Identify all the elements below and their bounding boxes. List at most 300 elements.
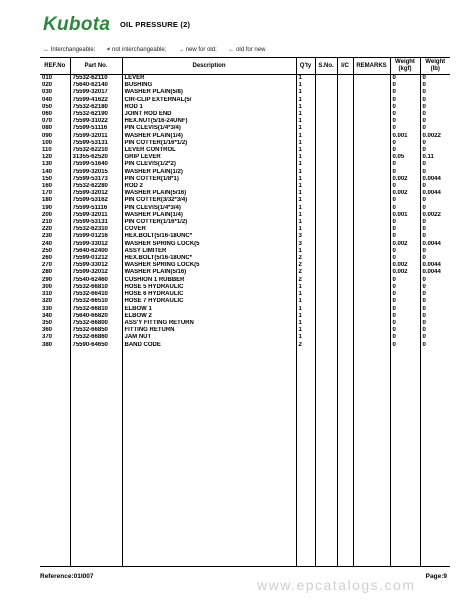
cell-qty: 1 [296,197,315,204]
cell-ref-no: 230 [42,233,53,240]
cell-serial-no [315,262,337,269]
cell-weight-lb: 0 [420,291,450,298]
cell-qty: 1 [296,75,315,83]
cell-remarks [353,190,390,197]
cell-weight-lb: 0 [420,183,450,190]
cell-serial-no [315,248,337,255]
empty-cell [315,349,337,567]
cell-serial-no [315,313,337,320]
cell-qty: 1 [296,147,315,154]
cell-weight-lb: 0 [420,277,450,284]
cell-description: PIN CLEVIS(1/4*3/4) [122,125,296,132]
table-row [40,306,450,313]
cell-remarks [353,342,390,349]
cell-weight-lb: 0 [420,255,450,262]
cell-ic [337,262,353,269]
cell-ic [337,104,353,111]
legend [43,47,275,53]
cell-ic [337,125,353,132]
cell-ref-no: 160 [42,183,53,190]
cell-weight-kgf: 0.001 [390,212,420,219]
table-row [40,248,450,255]
cell-description: BUSHING [122,82,296,89]
cell-qty: 1 [296,89,315,96]
cell-weight-kgf: 0 [390,97,420,104]
cell-serial-no [315,291,337,298]
cell-part-no: 75599-33012 [70,241,122,248]
cell-weight-kgf: 0 [390,75,420,83]
cell-description: WASHER PLAIN(5/16) [122,269,296,276]
cell-description: WASHER PLAIN(5/8) [122,89,296,96]
cell-weight-lb: 0.0044 [420,241,450,248]
cell-weight-lb: 0 [420,97,450,104]
cell-weight-kgf: 0 [390,82,420,89]
cell-weight-lb: 0 [420,233,450,240]
cell-serial-no [315,255,337,262]
cell-serial-no [315,298,337,305]
cell-qty: 1 [296,133,315,140]
cell-serial-no [315,277,337,284]
cell-weight-kgf: 0 [390,284,420,291]
page-number: Page:9 [425,573,447,580]
cell-ic [337,248,353,255]
cell-part-no: 75599-32015 [70,169,122,176]
cell-ref-no: 110 [42,147,52,154]
table-row [40,133,450,140]
table-row [40,197,450,204]
cell-serial-no [315,111,337,118]
cell-description: WASHER PLAIN(1/4) [122,133,296,140]
cell-ref-no: 340 [42,312,53,319]
cell-remarks [353,233,390,240]
cell-weight-kgf: 0 [390,147,420,154]
cell-serial-no [315,327,337,334]
cell-description: HOSE 7 HYDRAULIC [122,298,296,305]
cell-ic [337,190,353,197]
cell-weight-lb: 0 [420,320,450,327]
cell-part-no: 75532-62210 [70,147,122,154]
cell-ic [337,269,353,276]
cell-description: ELBOW 2 [122,313,296,320]
col-header-ic: I/C [337,58,353,75]
cell-remarks [353,183,390,190]
empty-cell [390,349,420,567]
cell-weight-kgf: 0 [390,161,420,168]
empty-cell [70,349,122,567]
cell-ref-no: 290 [42,276,53,283]
cell-weight-kgf: 0 [390,197,420,204]
cell-serial-no [315,226,337,233]
table-row [40,219,450,226]
cell-ref-no: 080 [42,125,53,132]
cell-description: CUSHION 1 RUBBER [122,277,296,284]
cell-ic [337,111,353,118]
cell-part-no: 75540-62460 [70,277,122,284]
cell-part-no: 75599-32012 [70,269,122,276]
cell-part-no: 75532-62190 [70,111,122,118]
cell-serial-no [315,241,337,248]
table-filler-row [40,349,450,567]
cell-part-no: 75532-66860 [70,334,122,341]
cell-remarks [353,154,390,161]
cell-description: HEX.BOLT(5/16-18UNC* [122,233,296,240]
table-row [40,118,450,125]
cell-description: PIN COTTER(1/16*1/2) [122,219,296,226]
cell-ic [337,197,353,204]
cell-ref-no: 320 [42,298,53,305]
cell-qty: 1 [296,320,315,327]
cell-weight-lb: 0 [420,147,450,154]
cell-part-no: 75532-62280 [70,183,122,190]
cell-remarks [353,327,390,334]
cell-qty: 1 [296,248,315,255]
cell-serial-no [315,269,337,276]
cell-ic [337,82,353,89]
cell-weight-kgf: 0.002 [390,241,420,248]
empty-cell [337,349,353,567]
cell-ref-no: 030 [42,89,53,96]
cell-ref-no: 370 [42,334,53,341]
cell-weight-lb: 0 [420,104,450,111]
cell-serial-no [315,233,337,240]
cell-ref-no: 190 [42,204,53,211]
empty-cell [296,349,315,567]
cell-weight-lb: 0 [420,342,450,349]
cell-serial-no [315,176,337,183]
cell-ic [337,133,353,140]
cell-description: PIN COTTER(1/16*1/2) [122,140,296,147]
cell-serial-no [315,82,337,89]
cell-part-no: 75599-53162 [70,197,122,204]
col-header-weight-kgf: Weight (kgf) [390,58,420,75]
cell-weight-lb: 0 [420,284,450,291]
cell-weight-lb: 0.0044 [420,176,450,183]
cell-ic [337,212,353,219]
cell-description: COVER [122,226,296,233]
cell-serial-no [315,205,337,212]
table-row [40,205,450,212]
cell-ref-no: 220 [42,226,53,233]
cell-ic [337,255,353,262]
cell-ref-no: 360 [42,327,53,334]
cell-serial-no [315,183,337,190]
cell-description: HOSE 5 HYDRAULIC [122,284,296,291]
cell-serial-no [315,306,337,313]
kubota-logo: Kubota [43,14,111,35]
cell-ref-no: 090 [42,132,53,139]
cell-part-no: 75599-33012 [70,262,122,269]
cell-qty: 1 [296,169,315,176]
cell-qty: 1 [296,190,315,197]
cell-ref-no: 130 [42,161,53,168]
cell-part-no: 75599-53131 [70,140,122,147]
cell-remarks [353,118,390,125]
cell-part-no: 31355-62520 [70,154,122,161]
empty-cell [122,349,296,567]
cell-remarks [353,320,390,327]
cell-weight-kgf: 0 [390,334,420,341]
cell-qty: 1 [296,291,315,298]
cell-description: PIN CLEVIS(1/2*2) [122,161,296,168]
cell-ic [337,147,353,154]
cell-part-no: 75599-51116 [70,205,122,212]
cell-part-no: 75599-01216 [70,233,122,240]
col-header-weight-lb: Weight (lb) [420,58,450,75]
cell-description: FITTING RETURN [122,327,296,334]
empty-cell [353,349,390,567]
cell-ic [337,284,353,291]
cell-qty: 2 [296,342,315,349]
table-row [40,154,450,161]
col-header-remarks: REMARKS [353,58,390,75]
cell-weight-lb: 0 [420,197,450,204]
cell-qty: 1 [296,327,315,334]
cell-qty: 1 [296,82,315,89]
cell-ic [337,241,353,248]
cell-remarks [353,125,390,132]
cell-serial-no [315,97,337,104]
cell-serial-no [315,219,337,226]
cell-ic [337,176,353,183]
cell-serial-no [315,212,337,219]
cell-ref-no: 350 [42,319,53,326]
watermark: www.epcatalogs.com [257,577,416,593]
table-row [40,241,450,248]
cell-weight-lb: 0 [420,161,450,168]
table-row [40,176,450,183]
cell-serial-no [315,125,337,132]
cell-description: BAND CODE [122,342,296,349]
cell-description: GRIP LEVER [122,154,296,161]
table-row [40,233,450,240]
cell-weight-kgf: 0 [390,125,420,132]
cell-description: HOSE 6 HYDRAULIC [122,291,296,298]
cell-description: PIN COTTER(1/8*1) [122,176,296,183]
cell-description: PIN COTTER(3/32*3/4) [122,197,296,204]
cell-ic [337,291,353,298]
cell-weight-kgf: 0 [390,226,420,233]
table-row [40,298,450,305]
cell-description: ELBOW 1 [122,306,296,313]
cell-qty: 1 [296,125,315,132]
cell-weight-lb: 0 [420,298,450,305]
table-header-row [40,58,450,75]
cell-remarks [353,197,390,204]
cell-part-no: 75599-53131 [70,219,122,226]
cell-ic [337,277,353,284]
cell-weight-lb: 0 [420,89,450,96]
cell-ref-no: 180 [42,197,53,204]
cell-weight-lb: 0.0022 [420,133,450,140]
cell-ic [337,205,353,212]
cell-remarks [353,176,390,183]
legend-item: ↔ Interchangeable; [43,47,96,53]
cell-part-no: 75599-32012 [70,190,122,197]
cell-description: WASHER PLAIN(1/4) [122,212,296,219]
cell-weight-lb: 0 [420,75,450,83]
table-row [40,320,450,327]
cell-part-no: 75640-62400 [70,248,122,255]
table-row [40,140,450,147]
cell-qty: 1 [296,97,315,104]
cell-part-no: 75640-66820 [70,313,122,320]
col-header-sno: S.No. [315,58,337,75]
cell-remarks [353,306,390,313]
cell-weight-kgf: 0 [390,277,420,284]
cell-weight-lb: 0 [420,125,450,132]
table-row [40,89,450,96]
parts-table-body [40,75,450,567]
cell-weight-lb: 0 [420,82,450,89]
cell-weight-kgf: 0 [390,104,420,111]
col-header-qty: Q'ty [296,58,315,75]
cell-description: PIN CLEVIS(1/4*3/4) [122,205,296,212]
parts-table [40,57,450,567]
cell-qty: 2 [296,277,315,284]
cell-qty: 2 [296,262,315,269]
cell-weight-kgf: 0.001 [390,133,420,140]
cell-weight-lb: 0 [420,118,450,125]
cell-weight-lb: 0.0022 [420,212,450,219]
cell-qty: 1 [296,205,315,212]
cell-ic [337,334,353,341]
cell-weight-lb: 0.11 [420,154,450,161]
cell-part-no: 75599-32011 [70,133,122,140]
cell-ref-no: 060 [42,111,53,118]
table-row [40,161,450,168]
cell-qty: 1 [296,140,315,147]
cell-ref-no: 120 [42,154,53,161]
cell-serial-no [315,342,337,349]
cell-qty: 1 [296,284,315,291]
table-row [40,190,450,197]
cell-ref-no: 240 [42,240,53,247]
cell-ref-no: 270 [42,262,53,269]
cell-remarks [353,298,390,305]
cell-weight-kgf: 0 [390,248,420,255]
cell-weight-kgf: 0 [390,118,420,125]
cell-ref-no: 200 [42,211,53,218]
cell-description: JAM NUT [122,334,296,341]
table-row [40,342,450,349]
cell-part-no: 75590-64650 [70,342,122,349]
cell-ic [337,154,353,161]
cell-remarks [353,89,390,96]
cell-remarks [353,169,390,176]
cell-remarks [353,262,390,269]
cell-part-no: 75599-53173 [70,176,122,183]
cell-weight-kgf: 0 [390,233,420,240]
cell-weight-kgf: 0 [390,111,420,118]
cell-part-no: 75532-62180 [70,104,122,111]
cell-description: HEX.NUT(5/16-24UNF) [122,118,296,125]
cell-weight-kgf: 0 [390,342,420,349]
cell-ref-no: 150 [42,175,53,182]
page-title: OIL PRESSURE (2) [120,20,191,29]
cell-qty: 2 [296,255,315,262]
legend-item: ← old for new [228,47,266,53]
cell-qty: 1 [296,161,315,168]
cell-remarks [353,104,390,111]
table-row [40,313,450,320]
cell-ref-no: 380 [42,341,53,348]
cell-remarks [353,75,390,83]
cell-description: LEVER CONTROL [122,147,296,154]
cell-ic [337,161,353,168]
cell-part-no: 75532-66810 [70,284,122,291]
cell-qty: 1 [296,334,315,341]
cell-qty: 1 [296,306,315,313]
cell-remarks [353,226,390,233]
cell-weight-lb: 0 [420,111,450,118]
col-header-part-no: Part No. [70,58,122,75]
cell-ref-no: 140 [42,168,53,175]
cell-qty: 3 [296,241,315,248]
cell-weight-kgf: 0 [390,169,420,176]
cell-serial-no [315,197,337,204]
cell-ref-no: 280 [42,269,53,276]
cell-weight-lb: 0 [420,306,450,313]
cell-ref-no: 020 [42,82,53,89]
cell-remarks [353,334,390,341]
cell-part-no: 75532-62110 [70,75,122,83]
cell-qty: 1 [296,111,315,118]
cell-remarks [353,212,390,219]
cell-weight-kgf: 0.002 [390,190,420,197]
cell-part-no: 75599-51640 [70,161,122,168]
cell-remarks [353,248,390,255]
table-row [40,255,450,262]
cell-part-no: 75599-01212 [70,255,122,262]
cell-description: WASHER PLAIN(5/16) [122,190,296,197]
cell-remarks [353,111,390,118]
cell-description: ASSY LIMITER [122,248,296,255]
cell-ic [337,306,353,313]
cell-weight-lb: 0.0044 [420,190,450,197]
cell-serial-no [315,284,337,291]
cell-ic [337,169,353,176]
table-row [40,327,450,334]
cell-weight-lb: 0 [420,169,450,176]
cell-remarks [353,97,390,104]
cell-part-no: 75532-62310 [70,226,122,233]
cell-remarks [353,82,390,89]
cell-weight-kgf: 0 [390,291,420,298]
cell-qty: 1 [296,219,315,226]
cell-ic [337,183,353,190]
cell-remarks [353,277,390,284]
table-row [40,169,450,176]
cell-part-no: 75532-66810 [70,306,122,313]
cell-ic [337,219,353,226]
cell-qty: 1 [296,313,315,320]
table-row [40,284,450,291]
cell-weight-kgf: 0 [390,306,420,313]
cell-ic [337,118,353,125]
cell-remarks [353,255,390,262]
cell-description: ROD 2 [122,183,296,190]
cell-remarks [353,219,390,226]
cell-part-no: 75640-62140 [70,82,122,89]
cell-description: ASS'Y FITTING RETURN [122,320,296,327]
cell-weight-kgf: 0 [390,89,420,96]
cell-part-no: 75599-31022 [70,118,122,125]
cell-weight-lb: 0 [420,327,450,334]
cell-weight-lb: 0 [420,226,450,233]
cell-serial-no [315,104,337,111]
cell-description: CIR-CLIP EXTERNAL(5/ [122,97,296,104]
cell-qty: 2 [296,269,315,276]
